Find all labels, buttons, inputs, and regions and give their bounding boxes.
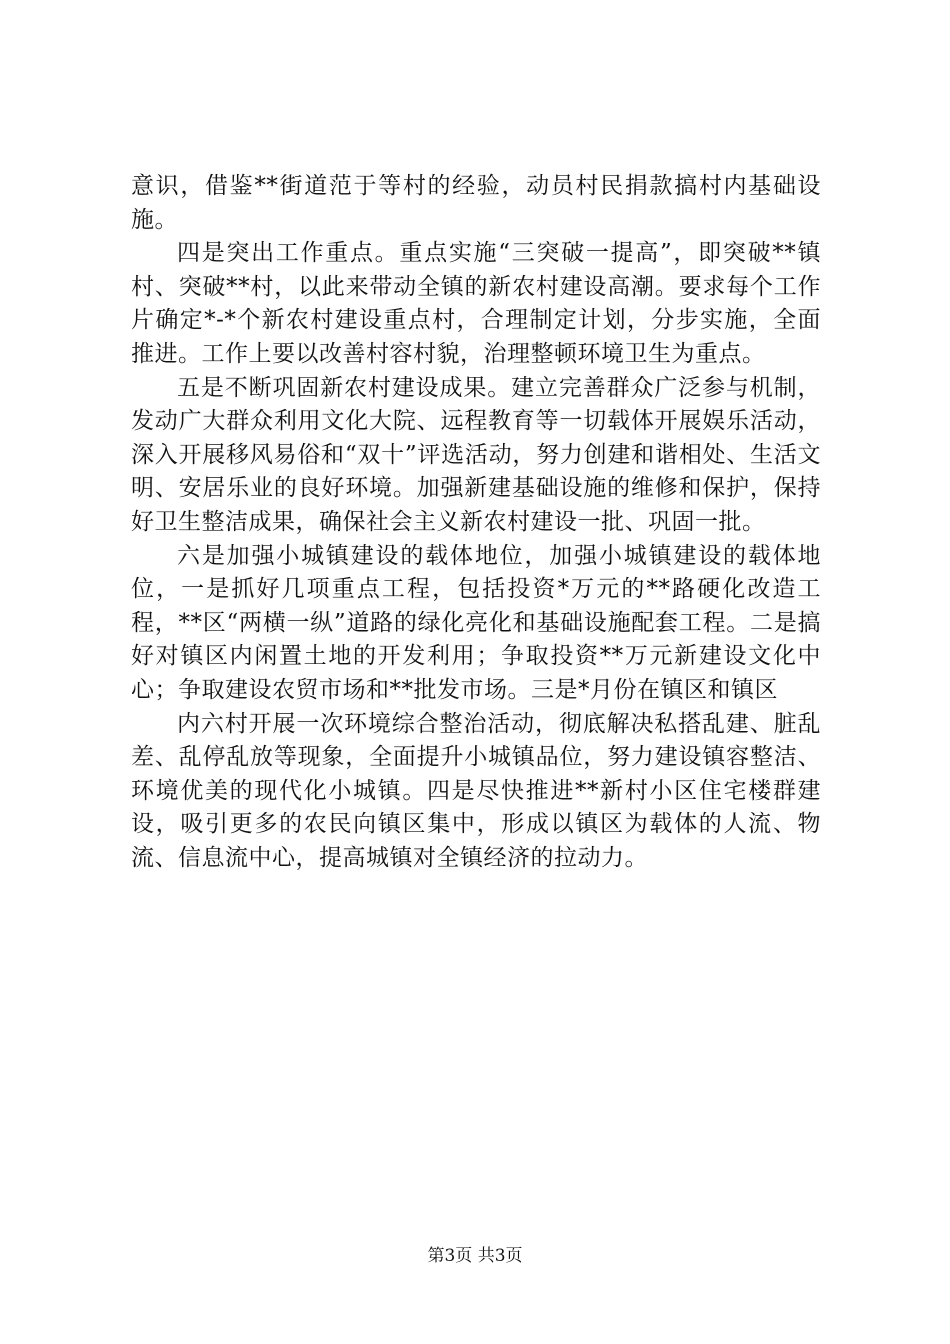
- paragraph-5: 内六村开展一次环境综合整治活动，彻底解决私搭乱建、脏乱差、乱停乱放等现象，全面提升小城镇品位，努力建设镇容整洁、环境优美的现代化小城镇。四是尽快推进**新村小区住宅楼群建设，吸引更多的农民向镇区集中，形成以镇区为载体的人流、物流、信息流中心，提高城镇对全镇经济的拉动力。: [131, 710, 821, 871]
- paragraph-3: 五是不断巩固新农村建设成果。建立完善群众广泛参与机制，发动广大群众利用文化大院、远程教育等一切载体开展娱乐活动，深入开展移风易俗和“双十”评选活动，努力创建和谐相处、生活文明、安居乐业的良好环境。加强新建基础设施的维修和保护，保持好卫生整洁成果，确保社会主义新农村建设一批、巩固一批。: [131, 374, 821, 535]
- page-footer: 第3页 共3页: [427, 1246, 523, 1266]
- paragraph-4: 六是加强小城镇建设的载体地位，加强小城镇建设的载体地位，一是抓好几项重点工程，包括投资*万元的**路硬化改造工程，**区“两横一纵”道路的绿化亮化和基础设施配套工程。二是搞好对镇区内闲置土地的开发利用；争取投资**万元新建设文化中心；争取建设农贸市场和**批发市场。三是*月份在镇区和镇区: [131, 542, 821, 703]
- paragraph-2: 四是突出工作重点。重点实施“三突破一提高”，即突破**镇村、突破**村，以此来带动全镇的新农村建设高潮。要求每个工作片确定*-*个新农村建设重点村，合理制定计划，分步实施，全面推进。工作上要以改善村容村貌，治理整顿环境卫生为重点。: [131, 240, 821, 367]
- paragraph-1: 意识，借鉴**街道范于等村的经验，动员村民捐款搞村内基础设施。: [131, 173, 821, 233]
- document-body: [131, 170, 821, 875]
